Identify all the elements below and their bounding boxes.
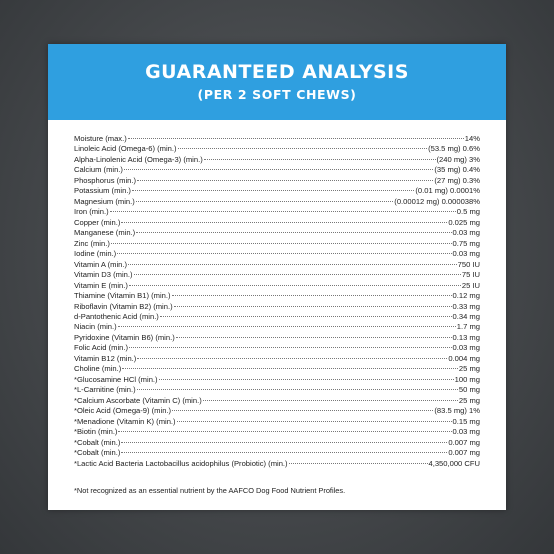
nutrient-value: 0.12 mg (452, 291, 480, 301)
nutrient-name: Zinc (min.) (74, 238, 110, 248)
nutrient-name: Alpha-Linolenic Acid (Omega-3) (min.) (74, 154, 203, 164)
nutrient-name: Magnesium (min.) (74, 196, 135, 206)
nutrient-row (74, 333, 480, 343)
nutrient-value: (53.5 mg) 0.6% (428, 144, 480, 154)
nutrient-name: Pyridoxine (Vitamin B6) (min.) (74, 332, 175, 342)
dot-leader (174, 306, 452, 307)
nutrient-row (74, 165, 480, 175)
nutrient-row (74, 239, 480, 249)
dot-leader (129, 347, 452, 348)
nutrient-value: 0.03 mg (452, 228, 480, 238)
nutrient-list (74, 134, 480, 469)
nutrient-name: Manganese (min.) (74, 228, 136, 238)
nutrient-value: 0.03 mg (452, 343, 480, 353)
dot-leader (172, 295, 452, 296)
dot-leader (137, 180, 433, 181)
dot-leader (137, 358, 447, 359)
nutrient-value: (83.5 mg) 1% (434, 406, 480, 416)
nutrient-value: 0.004 mg (448, 353, 480, 363)
nutrient-row (74, 218, 480, 228)
nutrient-value: 0.33 mg (452, 301, 480, 311)
nutrient-value: (35 mg) 0.4% (434, 165, 480, 175)
nutrient-value: (0.00012 mg) 0.000038% (394, 196, 480, 206)
nutrient-row (74, 281, 480, 291)
nutrient-value: 25 IU (461, 280, 480, 290)
nutrient-value: 0.007 mg (448, 437, 480, 447)
footnote: *Not recognized as an essential nutrient by the AAFCO Dog Food Nutrient Profiles. (74, 486, 346, 495)
header-banner (48, 44, 506, 120)
dot-leader (118, 326, 456, 327)
nutrient-value: 50 mg (458, 385, 480, 395)
dot-leader (117, 253, 451, 254)
dot-leader (178, 148, 428, 149)
nutrient-row (74, 406, 480, 416)
nutrient-row (74, 302, 480, 312)
nutrient-row (74, 448, 480, 458)
nutrient-value: 0.15 mg (452, 416, 480, 426)
dot-leader (172, 410, 433, 411)
nutrient-value: 4,350,000 CFU (428, 458, 480, 468)
nutrient-value: 0.007 mg (448, 448, 480, 458)
nutrient-value: 0.34 mg (452, 311, 480, 321)
nutrient-value: 25 mg (458, 395, 480, 405)
nutrient-name: *Biotin (min.) (74, 427, 118, 437)
nutrient-value: 100 mg (454, 374, 480, 384)
nutrient-value: 1.7 mg (456, 322, 480, 332)
nutrient-value: 0.03 mg (452, 427, 480, 437)
nutrient-row (74, 364, 480, 374)
nutrient-row (74, 438, 480, 448)
nutrient-name: Thiamine (Vitamin B1) (min.) (74, 291, 171, 301)
nutrient-row (74, 343, 480, 353)
nutrient-value: (27 mg) 0.3% (434, 175, 480, 185)
nutrient-name: *Cobalt (min.) (74, 437, 121, 447)
dot-leader (122, 368, 458, 369)
nutrient-name: Niacin (min.) (74, 322, 117, 332)
nutrient-row (74, 427, 480, 437)
nutrient-name: *L-Carnitine (min.) (74, 385, 136, 395)
nutrient-value: 0.5 mg (456, 207, 480, 217)
nutrient-row (74, 291, 480, 301)
dot-leader (289, 463, 428, 464)
nutrient-name: *Cobalt (min.) (74, 448, 121, 458)
nutrient-name: Phosphorus (min.) (74, 175, 137, 185)
nutrient-row (74, 270, 480, 280)
nutrient-value: 75 IU (461, 270, 480, 280)
nutrient-row (74, 375, 480, 385)
nutrient-name: d-Pantothenic Acid (min.) (74, 311, 159, 321)
dot-leader (121, 442, 447, 443)
dot-leader (132, 190, 414, 191)
nutrient-row (74, 176, 480, 186)
nutrient-value: 25 mg (458, 364, 480, 374)
nutrient-name: Choline (min.) (74, 364, 122, 374)
nutrient-row (74, 197, 480, 207)
nutrient-row (74, 134, 480, 144)
dot-leader (134, 274, 461, 275)
nutrient-name: *Calcium Ascorbate (Vitamin C) (min.) (74, 395, 202, 405)
nutrient-row (74, 207, 480, 217)
nutrient-name: Vitamin A (min.) (74, 259, 128, 269)
nutrient-row (74, 354, 480, 364)
dot-leader (177, 421, 452, 422)
nutrient-name: Vitamin B12 (min.) (74, 353, 137, 363)
nutrient-name: Iron (min.) (74, 207, 109, 217)
page-title: GUARANTEED ANALYSIS (145, 61, 409, 83)
nutrient-value: 0.025 mg (448, 217, 480, 227)
analysis-card (48, 44, 506, 510)
nutrient-name: Calcium (min.) (74, 165, 123, 175)
nutrient-row (74, 155, 480, 165)
dot-leader (203, 400, 458, 401)
nutrient-row (74, 312, 480, 322)
nutrient-value: (0.01 mg) 0.0001% (415, 186, 480, 196)
nutrient-value: 0.03 mg (452, 249, 480, 259)
nutrient-name: *Lactic Acid Bacteria Lactobacillus acidophilus (Probiotic) (min.) (74, 458, 288, 468)
dot-leader (129, 285, 461, 286)
page-subtitle: (PER 2 SOFT CHEWS) (197, 87, 357, 102)
dot-leader (159, 379, 454, 380)
nutrient-name: Iodine (min.) (74, 249, 117, 259)
dot-leader (136, 232, 451, 233)
nutrient-row (74, 260, 480, 270)
nutrient-value: 0.13 mg (452, 332, 480, 342)
dot-leader (160, 316, 452, 317)
nutrient-row (74, 249, 480, 259)
dot-leader (121, 452, 447, 453)
dot-leader (121, 222, 447, 223)
nutrient-name: Linoleic Acid (Omega-6) (min.) (74, 144, 177, 154)
dot-leader (124, 169, 433, 170)
nutrient-name: *Glucosamine HCl (min.) (74, 374, 158, 384)
dot-leader (110, 211, 456, 212)
nutrient-name: Moisture (max.) (74, 134, 127, 143)
dot-leader (176, 337, 452, 338)
nutrient-value: 0.75 mg (452, 238, 480, 248)
nutrient-name: Riboflavin (Vitamin B2) (min.) (74, 301, 173, 311)
nutrient-name: Vitamin D3 (min.) (74, 270, 133, 280)
nutrient-name: *Menadione (Vitamin K) (min.) (74, 416, 176, 426)
nutrient-row (74, 459, 480, 469)
nutrient-row (74, 417, 480, 427)
nutrient-row (74, 396, 480, 406)
nutrient-value: (240 mg) 3% (436, 154, 480, 164)
dot-leader (128, 138, 464, 139)
nutrient-name: Vitamin E (min.) (74, 280, 128, 290)
nutrient-row (74, 144, 480, 154)
dot-leader (118, 431, 451, 432)
dot-leader (204, 159, 436, 160)
nutrient-value: 750 IU (457, 259, 480, 269)
dot-leader (137, 389, 458, 390)
nutrient-name: Potassium (min.) (74, 186, 131, 196)
dot-leader (111, 243, 452, 244)
dot-leader (128, 264, 457, 265)
nutrient-name: *Oleic Acid (Omega-9) (min.) (74, 406, 172, 416)
nutrient-row (74, 385, 480, 395)
nutrient-row (74, 186, 480, 196)
nutrient-value: 14% (464, 134, 480, 143)
nutrient-row (74, 322, 480, 332)
nutrient-name: Copper (min.) (74, 217, 121, 227)
nutrient-row (74, 228, 480, 238)
dot-leader (136, 201, 394, 202)
nutrient-name: Folic Acid (min.) (74, 343, 129, 353)
